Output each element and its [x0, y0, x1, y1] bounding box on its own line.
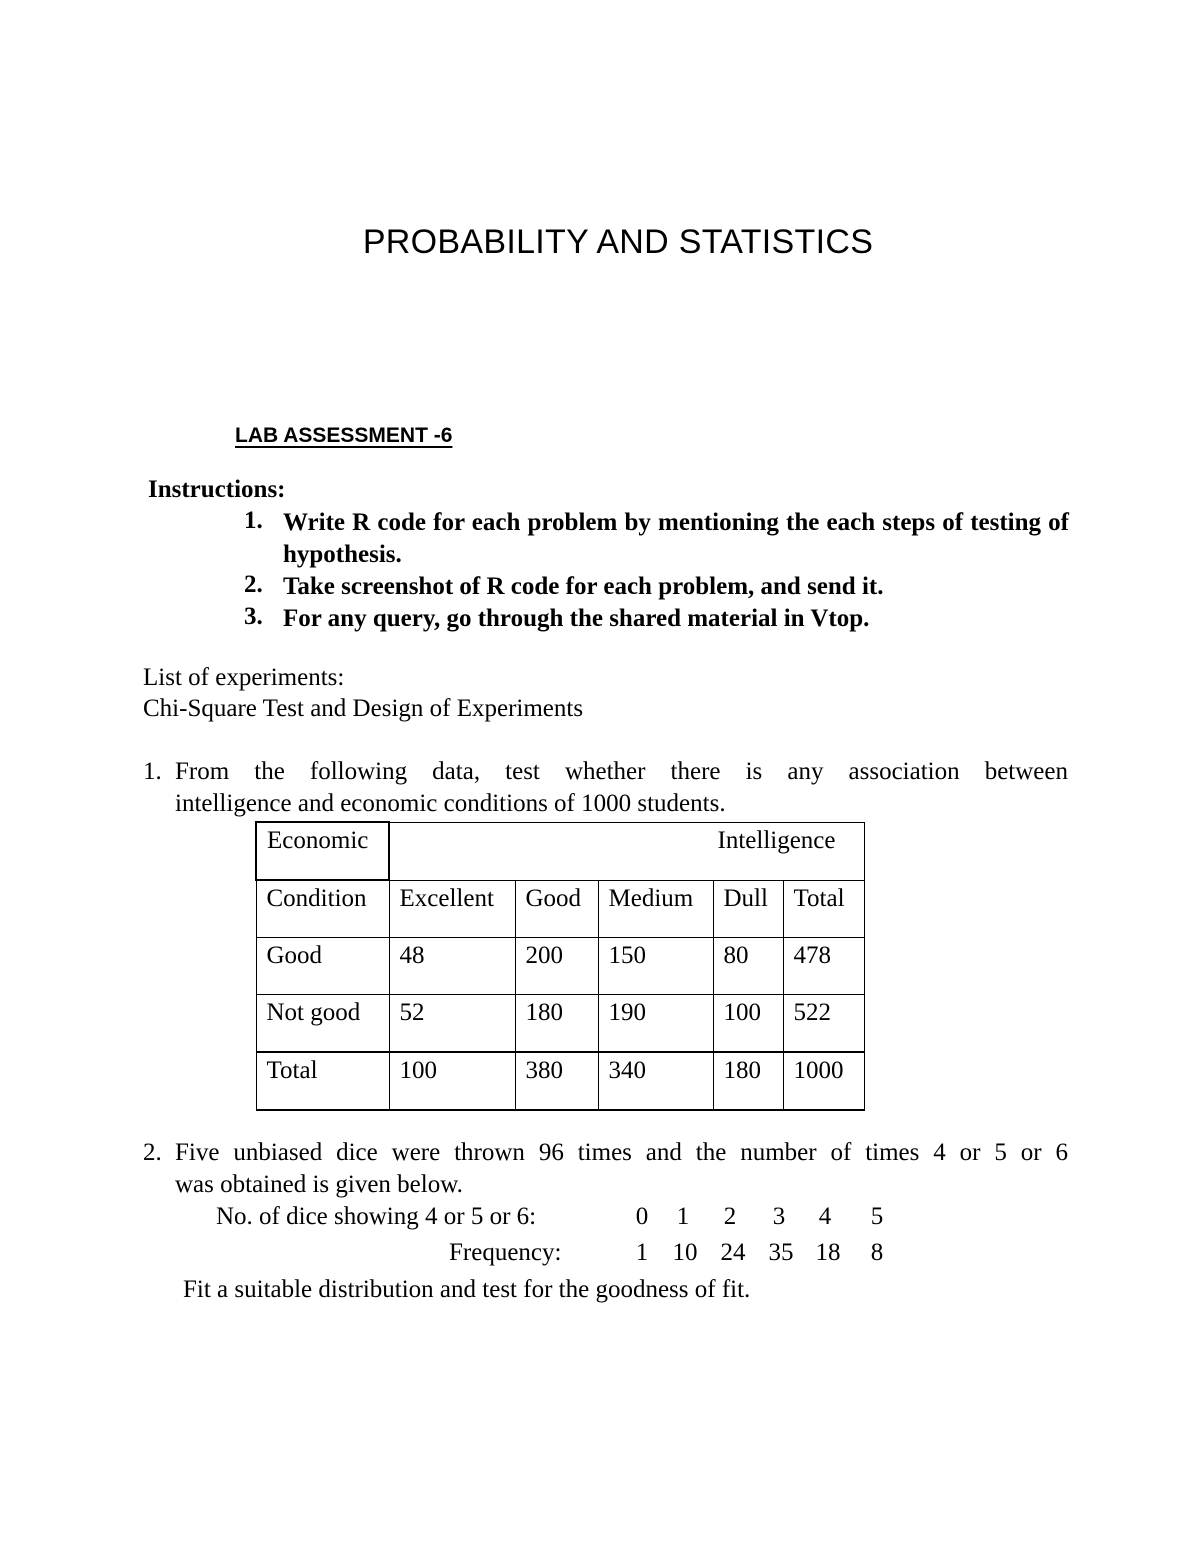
table-row [256, 995, 864, 1053]
frequency-value: 10 [672, 1239, 698, 1266]
question-number: 1. [143, 758, 162, 785]
table-cell: 100 [389, 1052, 515, 1110]
lab-title: LAB ASSESSMENT -6 [235, 424, 453, 447]
instruction-number: 1. [244, 507, 263, 534]
list-heading: List of experiments: [143, 664, 345, 691]
question-1-line-1: From the following data, test whether there is any association between [175, 758, 1068, 785]
table-cell: 478 [783, 938, 864, 995]
table-column-header: Total [783, 880, 864, 938]
row-label: Not good [256, 995, 389, 1053]
table-cell: 180 [713, 1052, 783, 1110]
table-group-header: Intelligence [389, 822, 864, 880]
table-cell: 180 [515, 995, 598, 1053]
dice-value: 4 [818, 1203, 832, 1230]
instruction-number: 2. [244, 571, 263, 598]
dice-value: 1 [676, 1203, 690, 1230]
frequency-value: 8 [870, 1239, 884, 1266]
frequency-label: Frequency: [449, 1239, 562, 1266]
dice-value: 0 [635, 1203, 649, 1230]
question-2-line-2: was obtained is given below. [175, 1171, 463, 1198]
instruction-text: Write R code for each problem by mentioning the each steps of testing of hypothesis. [283, 509, 1069, 568]
table-cell: 150 [598, 938, 713, 995]
table-cell: 340 [598, 1052, 713, 1110]
table-cell: 1000 [783, 1052, 864, 1110]
table-column-header: Excellent [389, 880, 515, 938]
instruction-text: Take screenshot of R code for each problem, and send it. [283, 573, 884, 600]
table-cell: 52 [389, 995, 515, 1053]
table-row [256, 1052, 864, 1110]
row-label: Good [256, 938, 389, 995]
instruction-number: 3. [244, 603, 263, 630]
table-cell: 100 [713, 995, 783, 1053]
dice-label: No. of dice showing 4 or 5 or 6: [216, 1203, 537, 1230]
table-column-header: Good [515, 880, 598, 938]
instructions-heading: Instructions: [148, 476, 286, 503]
question-1-line-2: intelligence and economic conditions of 1000 students. [175, 790, 726, 817]
dice-value: 5 [870, 1203, 884, 1230]
table-cell: 200 [515, 938, 598, 995]
table-cell: 380 [515, 1052, 598, 1110]
dice-value: 3 [772, 1203, 786, 1230]
frequency-value: 1 [635, 1239, 649, 1266]
table-cell: 522 [783, 995, 864, 1053]
frequency-value: 24 [720, 1239, 746, 1266]
question-number: 2. [143, 1139, 162, 1166]
table-column-header: Medium [598, 880, 713, 938]
frequency-value: 18 [815, 1239, 841, 1266]
row-label: Total [256, 1052, 389, 1110]
table-row [256, 938, 864, 995]
question-2-line-1: Five unbiased dice were thrown 96 times and the number of times 4 or 5 or 6 [175, 1139, 1068, 1166]
contingency-table [255, 821, 865, 1111]
page-title: PROBABILITY AND STATISTICS [362, 223, 874, 261]
table-cell: 80 [713, 938, 783, 995]
list-subheading: Chi-Square Test and Design of Experiments [143, 695, 584, 722]
question-2-instruction: Fit a suitable distribution and test for the goodness of fit. [183, 1276, 751, 1303]
table-header-cell: Condition [256, 880, 389, 938]
dice-value: 2 [723, 1203, 737, 1230]
table-cell: 48 [389, 938, 515, 995]
instruction-text: For any query, go through the shared material in Vtop. [283, 605, 870, 632]
table-header-cell: Economic [256, 822, 389, 880]
table-column-header: Dull [713, 880, 783, 938]
table-cell: 190 [598, 995, 713, 1053]
frequency-value: 35 [768, 1239, 794, 1266]
